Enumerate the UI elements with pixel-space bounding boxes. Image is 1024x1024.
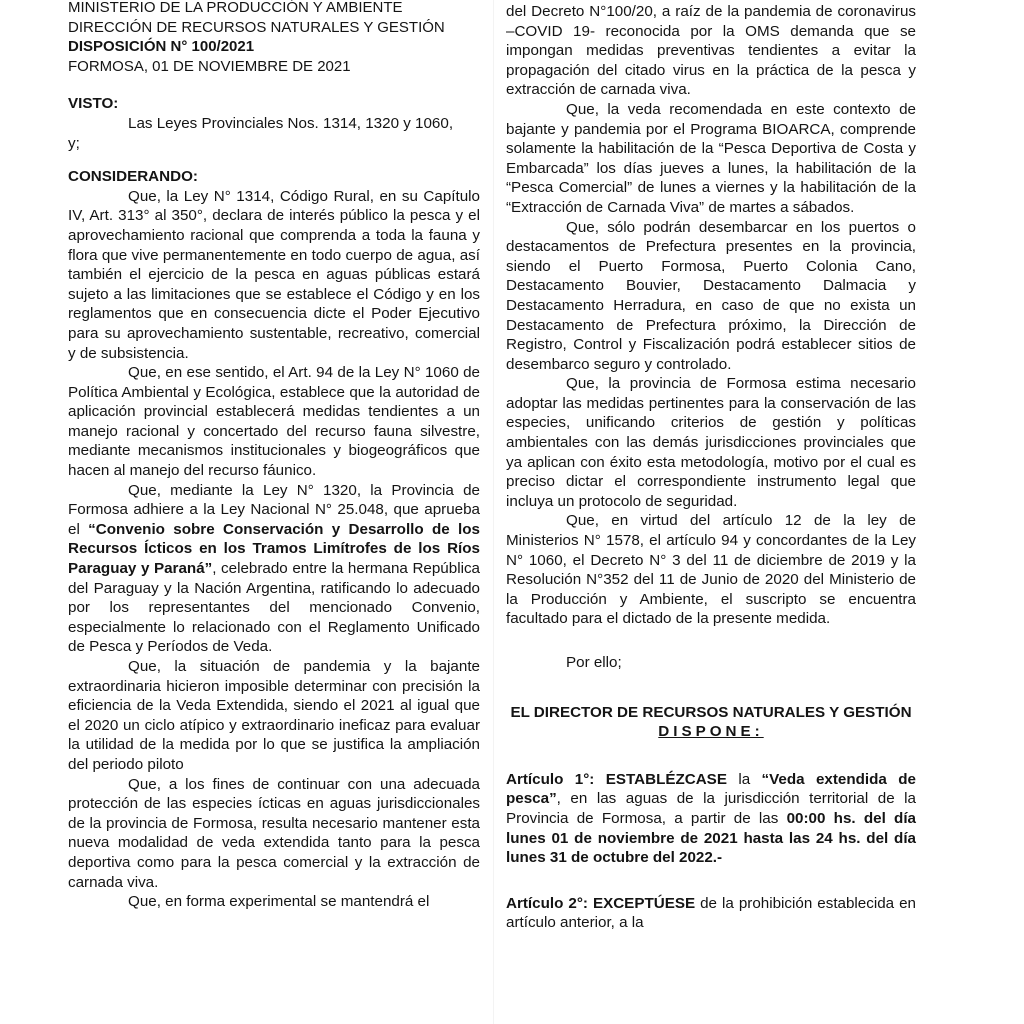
disposition-number: DISPOSICIÓN N° 100/2021 (68, 38, 255, 56)
paragraph-5: Que, a los fines de continuar con una adecuada protección de las especies ícticas en aguas jurisdiccionales de la provincia de Formosa, resulta necesario mantener esta nueva modalidad de veda extendida tanto para la pesca deportiva como para la pesca comercial y la extracción de carnada viva. (68, 775, 480, 891)
paragraph-3-text: Que, mediante la Ley N° 1320, la Provincia de Formosa adhiere a la Ley Nacional N° 25.048, que aprueba el (68, 481, 480, 538)
considerando-heading: CONSIDERANDO: (68, 168, 198, 186)
article-1-connector: la (726, 770, 762, 788)
paragraph-8: Que, sólo podrán desembarcar en los puertos o destacamentos de Prefectura presentes en la provincia, siendo el Puerto Formosa, Puerto Colonia Cano, Destacamento Bouvier, Destacamento Dalmacia y Destacamento Herradura, en caso de que no exista un Destacamento de Prefectura próximo, la Dirección de Registro, Control y Fiscalización podrá establecer sitios de desembarco seguro y controlado. (506, 218, 916, 373)
dispone-heading: DISPONE: (658, 723, 764, 741)
paragraph-1: Que, la Ley N° 1314, Código Rural, en su Capítulo IV, Art. 313° al 350°, declara de interés público la pesca y el aprovechamiento racional que comprenda a toda la fauna y flora que vive permanentemente en todo cuerpo de agua, así también el ejercicio de la pesca en aguas públicas estará sujeto a las limitaciones que se establece el Código y en los reglamentos que en consecuencia dicte el Poder Ejecutivo para su aprovechamiento sustentable, recreativo, comercial y de subsistencia. (68, 187, 480, 362)
director-title: EL DIRECTOR DE RECURSOS NATURALES Y GESTIÓN (510, 703, 912, 721)
article-1-dates: 00:00 hs. del día lunes 01 de noviembre de 2021 hasta las 24 hs. del día lunes 31 de octubre del 2022.- (506, 809, 916, 867)
paragraph-4: Que, la situación de pandemia y la bajante extraordinaria hicieron imposible determinar con precisión la eficiencia de la Veda Extendida, siendo el 2021 al igual que el 2020 un ciclo atípico y extraordinario ineficaz para evaluar la utilidad de la medida por lo que se justifica la ampliación del periodo piloto (68, 658, 480, 773)
direction-name: DIRECCIÓN DE RECURSOS NATURALES Y GESTIÓN (68, 18, 445, 36)
convenio-title: “Convenio sobre Conservación y Desarrollo de los Recursos Ícticos en los Tramos Limítrofes de los Ríos Paraguay y Paraná” (68, 520, 481, 578)
paragraph-3-text-end: , celebrado entre la hermana República del Paraguay y la Nación Argentina, ratificando lo adecuado por los representantes del mencionado Convenio, especialmente lo relacionado con el Reglamento Unificado de Pesca y Períodos de Veda. (68, 560, 480, 656)
place-date: FORMOSA, 01 DE NOVIEMBRE DE 2021 (68, 57, 351, 75)
paragraph-9: Que, la provincia de Formosa estima necesario adoptar las medidas pertinentes para la conservación de las especies, unificando criterios de gestión y políticas ambientales con las demás jurisdicciones provinciales que ya aplican con éxito esta metodología, motivo por el cual es preciso dictar el correspondiente instrumento legal que incluya un protocolo de seguridad. (506, 375, 916, 510)
visto-text-end: y; (68, 134, 80, 152)
paragraph-3 (68, 481, 480, 657)
visto-text: Las Leyes Provinciales Nos. 1314, 1320 y 1060, (128, 114, 454, 132)
article-1 (506, 770, 916, 868)
left-column (68, 0, 480, 912)
paragraph-10: Que, en virtud del artículo 12 de la ley de Ministerios N° 1578, el artículo 94 y concordantes de la Ley N° 1060, el Decreto N° 3 del 11 de diciembre de 2019 y la Resolución N°352 del 11 de Junio de 2020 del Ministerio de la Producción y Ambiente, el suscripto se encuentra facultado para el dictado de la presente medida. (506, 512, 916, 628)
article-1-text: , en las aguas de la jurisdicción territorial de la Provincia de Formosa, a partir de las (506, 790, 916, 827)
article-2-text: de la prohibición establecida en artículo anterior, a la (506, 894, 917, 932)
right-column (506, 2, 916, 933)
paragraph-7: Que, la veda recomendada en este contexto de bajante y pandemia por el Programa BIOARCA, comprende solamente la habilitación de la “Pesca Deportiva de Costa y Embarcada” los días jueves a lunes, la habilitación de la “Pesca Comercial” de lunes a viernes y la habilitación de la “Extracción de Carnada Viva” de martes a sábados. (506, 100, 916, 216)
paragraph-2: Que, en ese sentido, el Art. 94 de la Ley N° 1060 de Política Ambiental y Ecológica, establece que la autoridad de aplicación provincial establecerá medidas tendientes a un manejo racional y concertado del recurso fauna silvestre, mediante mecanismos institucionales y biogeográficos que hacen al manejo del recurso fáunico. (68, 364, 480, 480)
article-1-veda: “Veda extendida de pesca” (506, 770, 916, 808)
ministry-name: MINISTERIO DE LA PRODUCCIÓN Y AMBIENTE (68, 0, 403, 16)
paragraph-6-continued: del Decreto N°100/20, a raíz de la pandemia de coronavirus –COVID 19- reconocida por la OMS demanda que se impongan medidas preventivas tendientes a evitar la propagación del citado virus en la práctica de la pesca y extracción de carnada viva. (506, 3, 916, 99)
article-2 (506, 894, 916, 933)
article-1-label: Artículo 1°: ESTABLÉZCASE (506, 770, 727, 788)
paragraph-6: Que, en forma experimental se mantendrá el (128, 893, 430, 911)
column-gutter (493, 0, 494, 1024)
article-2-label: Artículo 2°: EXCEPTÚESE (506, 894, 696, 912)
visto-heading: VISTO: (68, 95, 119, 113)
por-ello: Por ello; (566, 654, 622, 671)
